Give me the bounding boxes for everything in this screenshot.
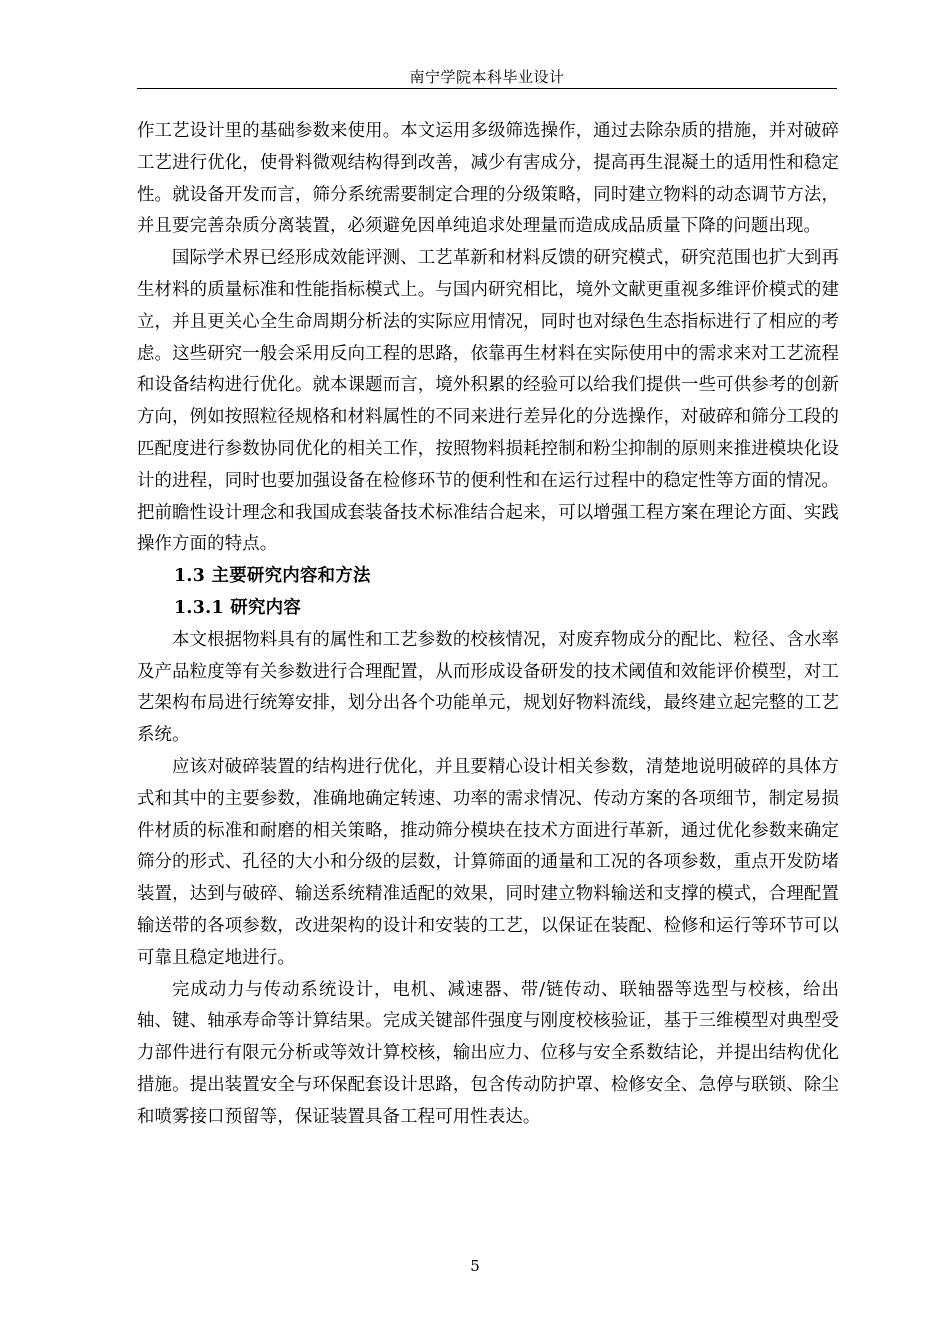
section-heading-1-3: 1.3 主要研究内容和方法 bbox=[174, 566, 371, 587]
page-header-title: 南宁学院本科毕业设计 bbox=[409, 68, 565, 86]
subsection-heading-1-3-1: 1.3.1 研究内容 bbox=[174, 597, 302, 618]
paragraph-research-content-1: 本文根据物料具有的属性和工艺参数的校核情况，对废弃物成分的配比、粒径、含水率及产品粒度等有关参数进行合理配置，从而形成设备研发的技术阈值和效能评价模型，对工艺架构布局进行统筹安排，划分出各个功能单元，规划好物料流线，最终建立起完整的工艺系统。 bbox=[137, 629, 839, 746]
paragraph-research-content-3: 完成动力与传动系统设计，电机、减速器、带/链传动、联轴器等选型与校核，给出轴、键、轴承寿命等计算结果。完成关键部件强度与刚度校核验证，基于三维模型对典型受力部件进行有限元分析或等效计算校核，输出应力、位移与安全系数结论，并提出结构优化措施。提出装置安全与环保配套设计思路，包含传动防护罩、检修安全、急停与联锁、除尘和喷雾接口预留等，保证装置具备工程可用性表达。 bbox=[137, 979, 839, 1127]
header-divider bbox=[137, 88, 837, 89]
page-body bbox=[137, 116, 839, 1134]
paragraph-continuation: 作工艺设计里的基础参数来使用。本文运用多级筛选操作，通过去除杂质的措施，并对破碎工艺进行优化，使骨料微观结构得到改善，减少有害成分，提高再生混凝土的适用性和稳定性。就设备开发而言，筛分系统需要制定合理的分级策略，同时建立物料的动态调节方法，并且要完善杂质分离装置，必须避免因单纯追求处理量而造成成品质量下降的问题出现。 bbox=[137, 121, 839, 237]
paragraph-international-research: 国际学术界已经形成效能评测、工艺革新和材料反馈的研究模式，研究范围也扩大到再生材料的质量标准和性能指标模式上。与国内研究相比，境外文献更重视多维评价模式的建立，并且更关心全生命周期分析法的实际应用情况，同时也对绿色生态指标进行了相应的考虑。这些研究一般会采用反向工程的思路，依靠再生材料在实际使用中的需求来对工艺流程和设备结构进行优化。就本课题而言，境外积累的经验可以给我们提供一些可供参考的创新方向，例如按照粒径规格和材料属性的不同来进行差异化的分选操作，对破碎和筛分工段的匹配度进行参数协同优化的相关工作，按照物料损耗控制和粉尘抑制的原则来推进模块化设计的进程，同时也要加强设备在检修环节的便利性和在运行过程中的稳定性等方面的情况。把前瞻性设计理念和我国成套装备技术标准结合起来，可以增强工程方案在理论方面、实践操作方面的特点。 bbox=[137, 248, 839, 555]
paragraph-research-content-2: 应该对破碎装置的结构进行优化，并且要精心设计相关参数，清楚地说明破碎的具体方式和其中的主要参数，准确地确定转速、功率的需求情况、传动方案的各项细节，制定易损件材质的标准和耐磨的相关策略，推动筛分模块在技术方面进行革新，通过优化参数来确定筛分的形式、孔径的大小和分级的层数，计算筛面的通量和工况的各项参数，重点开发防堵装置，达到与破碎、输送系统精准适配的效果，同时建立物料输送和支撑的模式，合理配置输送带的各项参数，改进架构的设计和安装的工艺，以保证在装配、检修和运行等环节可以可靠且稳定地进行。 bbox=[137, 756, 839, 968]
page-number: 5 bbox=[470, 1257, 480, 1275]
